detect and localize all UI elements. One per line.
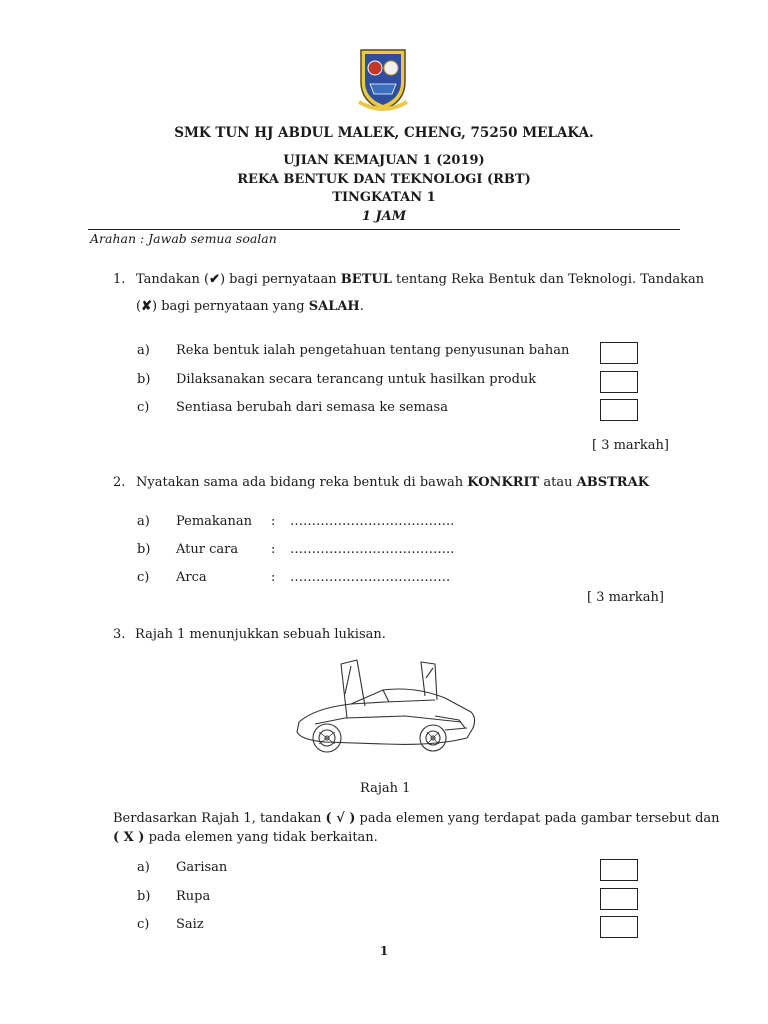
- q3-item-label: a): [137, 860, 150, 875]
- q1-item-label: a): [137, 343, 150, 358]
- q2-item-label: b): [137, 542, 151, 557]
- question-3-prompt: Rajah 1 menunjukkan sebuah lukisan.: [135, 627, 386, 642]
- q3-item-text: Saiz: [176, 917, 204, 932]
- q3-cross-mark-symbol: ( X ): [113, 830, 145, 845]
- q3-item-text: Rupa: [176, 889, 211, 904]
- q2-text-part: Nyatakan sama ada bidang reka bentuk di bawah: [136, 475, 468, 490]
- q2-keyword-konkrit: KONKRIT: [467, 475, 540, 490]
- q3-tick-mark-symbol: ( √ ): [325, 811, 356, 826]
- figure-caption: Rajah 1: [360, 781, 411, 796]
- q2-marks: [ 3 markah]: [587, 590, 664, 605]
- q1-item-label: c): [137, 400, 150, 415]
- q3-text-part: Berdasarkan Rajah 1, tandakan: [113, 811, 326, 826]
- q2-answer-line-c[interactable]: ……………………………….: [290, 570, 451, 585]
- question-3-number: 3.: [113, 627, 126, 642]
- q1-text-part: ) bagi pernyataan yang: [151, 299, 309, 314]
- q2-keyword-abstrak: ABSTRAK: [576, 475, 649, 490]
- q1-text-part: ) bagi pernyataan: [219, 272, 341, 287]
- q3-answer-box-c[interactable]: [600, 916, 638, 938]
- school-crest-icon: [355, 46, 411, 114]
- q1-answer-box-c[interactable]: [600, 399, 638, 421]
- q2-item-text: Pemakanan: [176, 514, 253, 529]
- q3-item-label: b): [137, 889, 151, 904]
- q3-text-part: pada elemen yang terdapat pada gambar tersebut dan: [355, 811, 720, 826]
- q3-text-part: pada elemen yang tidak berkaitan.: [144, 830, 378, 845]
- q2-text-part: atau: [539, 475, 577, 490]
- question-3-instruction-line-1: [113, 811, 720, 826]
- q1-item-text: Reka bentuk ialah pengetahuan tentang penyusunan bahan: [176, 343, 570, 358]
- q1-text-part: Tandakan (: [136, 272, 210, 287]
- q1-answer-box-b[interactable]: [600, 371, 638, 393]
- q2-item-text: Atur cara: [176, 542, 239, 557]
- page-number: 1: [379, 944, 389, 958]
- exam-duration: 1 JAM: [361, 209, 407, 224]
- q1-answer-box-a[interactable]: [600, 342, 638, 364]
- form-level: TINGKATAN 1: [332, 190, 436, 205]
- q2-answer-line-a[interactable]: ………………………………..: [290, 514, 455, 529]
- q1-keyword-salah: SALAH: [308, 299, 360, 314]
- q2-item-text: Arca: [176, 570, 207, 585]
- q2-item-label: c): [137, 570, 150, 585]
- exam-title: UJIAN KEMAJUAN 1 (2019): [283, 153, 485, 168]
- subject-title: REKA BENTUK DAN TEKNOLOGI (RBT): [237, 172, 531, 187]
- q1-item-text: Dilaksanakan secara terancang untuk hasilkan produk: [176, 372, 537, 387]
- question-1-number: 1.: [113, 272, 126, 287]
- school-name: SMK TUN HJ ABDUL MALEK, CHENG, 75250 MELAKA.: [174, 125, 594, 141]
- question-2-prompt: [136, 475, 649, 490]
- header-divider: [88, 229, 680, 230]
- q2-item-colon: :: [271, 542, 276, 557]
- tick-icon: ✔: [209, 272, 220, 287]
- q2-answer-line-b[interactable]: ………………………………..: [290, 542, 455, 557]
- q2-item-colon: :: [271, 570, 276, 585]
- q1-keyword-betul: BETUL: [340, 272, 392, 287]
- question-3-instruction-line-2: [113, 830, 378, 845]
- q2-item-label: a): [137, 514, 150, 529]
- cross-icon: ✘: [141, 299, 152, 314]
- q3-item-text: Garisan: [176, 860, 228, 875]
- q3-answer-box-b[interactable]: [600, 888, 638, 910]
- q2-item-colon: :: [271, 514, 276, 529]
- question-1-line-1: [136, 272, 704, 287]
- q1-marks: [ 3 markah]: [592, 438, 669, 453]
- q1-text-part: tentang Reka Bentuk dan Teknologi. Tandakan: [391, 272, 705, 287]
- q3-answer-box-a[interactable]: [600, 859, 638, 881]
- q1-text-part: .: [359, 299, 364, 314]
- q1-text-part: (: [136, 299, 142, 314]
- q3-item-label: c): [137, 917, 150, 932]
- q1-item-label: b): [137, 372, 151, 387]
- sports-car-drawing: [285, 656, 480, 768]
- q1-item-text: Sentiasa berubah dari semasa ke semasa: [176, 400, 448, 415]
- question-2-number: 2.: [113, 475, 126, 490]
- instruction-text: Arahan : Jawab semua soalan: [90, 231, 277, 246]
- question-1-line-2: [136, 299, 364, 314]
